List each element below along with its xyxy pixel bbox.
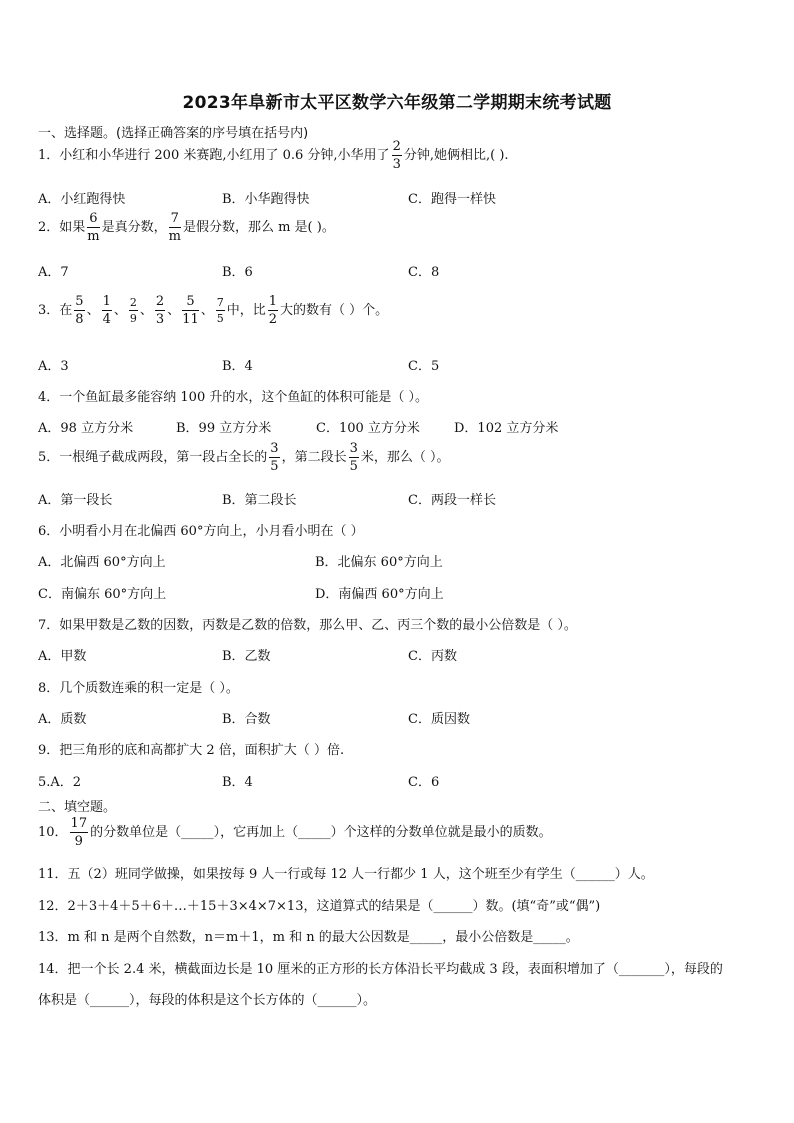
question-6: 6．小明看小月在北偏西 60°方向上，小月看小明在（ ） — [38, 524, 364, 539]
fraction: $\frac{7}{m}$ — [168, 211, 181, 244]
option-c[interactable]: C．南偏东 60°方向上 — [38, 587, 167, 602]
fraction: $\frac{17}{9}$ — [70, 816, 88, 849]
option-c[interactable]: C．丙数 — [408, 649, 457, 664]
option-a[interactable]: 5.A．2 — [38, 775, 82, 790]
option-a[interactable]: A．质数 — [38, 712, 87, 727]
fraction: $\frac{5}{11}$ — [182, 294, 199, 327]
question-11: 11．五（2）班同学做操，如果按每 9 人一行或每 12 人一行都少 1 人，这个班至少有学生（______）人。 — [38, 867, 654, 882]
fraction: $\frac{2}{3}$ — [392, 139, 401, 172]
question-1: 1．小红和小华进行 200 米赛跑,小红用了 0.6 分钟,小华用了 $\frac{2}{3}$ 分钟,她俩相比,( ). — [38, 139, 509, 172]
page-title: 2023年阜新市太平区数学六年级第二学期期末统考试题 — [182, 93, 612, 113]
question-9: 9．把三角形的底和高都扩大 2 倍，面积扩大（ ）倍. — [38, 743, 345, 758]
option-c[interactable]: C．跑得一样快 — [408, 192, 496, 207]
section-heading-choice: 一、选择题。(选择正确答案的序号填在括号内) — [38, 126, 309, 141]
option-c[interactable]: C．8 — [408, 265, 440, 280]
question-10: 10． $\frac{17}{9}$ 的分数单位是（_____），它再加上（_____）个这样的分数单位就是最小的质数。 — [38, 816, 552, 849]
fraction: $\frac{1}{2}$ — [268, 294, 278, 327]
question-14-line-2: 体积是（______），每段的体积是这个长方体的（______）。 — [38, 993, 377, 1008]
option-b[interactable]: B．北偏东 60°方向上 — [315, 555, 443, 570]
option-b[interactable]: B．乙数 — [222, 649, 271, 664]
option-c[interactable]: C．质因数 — [408, 712, 470, 727]
question-5: 5．一根绳子截成两段，第一段占全长的 $\frac{3}{5}$ ，第二段长 $\frac{3}{5}$ 米，那么（ ）。 — [38, 441, 450, 474]
option-a[interactable]: A．北偏西 60°方向上 — [38, 555, 166, 570]
option-b[interactable]: B．小华跑得快 — [222, 192, 310, 207]
question-3: 3．在 $\frac{5}{8}$ 、 $\frac{1}{4}$ 、 $\frac{2}{9}$ 、 $\frac{2}{3}$ 、 $\frac{5}{11}$ 、 $\frac{7}{5}$ 中，比 $\frac{1}{2}$ 大的数有（ ）个。 — [38, 294, 389, 327]
fraction: $\frac{3}{5}$ — [270, 441, 279, 474]
option-a[interactable]: A．98 立方分米 — [38, 421, 134, 436]
fraction: $\frac{3}{5}$ — [349, 441, 358, 474]
option-a[interactable]: A．小红跑得快 — [38, 192, 126, 207]
fraction: $\frac{5}{8}$ — [75, 294, 84, 327]
option-b[interactable]: B．4 — [222, 775, 253, 790]
question-14-line-1: 14．把一个长 2.4 米，横截面边长是 10 厘米的正方形的长方体沿长平均截成 3 段，表面积增加了（_______），每段的 — [38, 962, 723, 977]
fraction: $\frac{7}{5}$ — [216, 296, 224, 325]
option-b[interactable]: B．第二段长 — [222, 493, 297, 508]
option-d[interactable]: D．102 立方分米 — [454, 421, 559, 436]
option-b[interactable]: B．合数 — [222, 712, 271, 727]
question-4: 4．一个鱼缸最多能容纳 100 升的水，这个鱼缸的体积可能是（ ）。 — [38, 390, 428, 405]
option-a[interactable]: A．甲数 — [38, 649, 87, 664]
question-8: 8．几个质数连乘的积一定是（ ）。 — [38, 681, 239, 696]
question-12: 12．2＋3＋4＋5＋6＋…＋15＋3×4×7×13，这道算式的结果是（______）数。(填“奇”或“偶”) — [38, 899, 601, 914]
option-d[interactable]: D．南偏西 60°方向上 — [315, 587, 444, 602]
option-c[interactable]: C．5 — [408, 359, 440, 374]
option-b[interactable]: B．4 — [222, 359, 253, 374]
option-a[interactable]: A．第一段长 — [38, 493, 113, 508]
question-13: 13．m 和 n 是两个自然数，n＝m＋1，m 和 n 的最大公因数是_____，最小公倍数是_____。 — [38, 930, 579, 945]
section-heading-fill: 二、填空题。 — [38, 800, 117, 815]
option-b[interactable]: B．6 — [222, 265, 253, 280]
option-c[interactable]: C．6 — [408, 775, 440, 790]
fraction: $\frac{2}{3}$ — [155, 294, 165, 327]
option-c[interactable]: C．100 立方分米 — [316, 421, 420, 436]
question-7: 7．如果甲数是乙数的因数，丙数是乙数的倍数，那么甲、乙、丙三个数的最小公倍数是（ ）。 — [38, 618, 577, 633]
fraction: $\frac{2}{9}$ — [129, 296, 137, 325]
fraction: $\frac{6}{m}$ — [87, 211, 100, 244]
question-2: 2．如果 $\frac{6}{m}$ 是真分数， $\frac{7}{m}$ 是假分数，那么 m 是( )。 — [38, 211, 335, 244]
option-c[interactable]: C．两段一样长 — [408, 493, 496, 508]
option-a[interactable]: A．3 — [38, 359, 69, 374]
option-a[interactable]: A．7 — [38, 265, 69, 280]
fraction: $\frac{1}{4}$ — [102, 294, 111, 327]
option-b[interactable]: B．99 立方分米 — [176, 421, 272, 436]
